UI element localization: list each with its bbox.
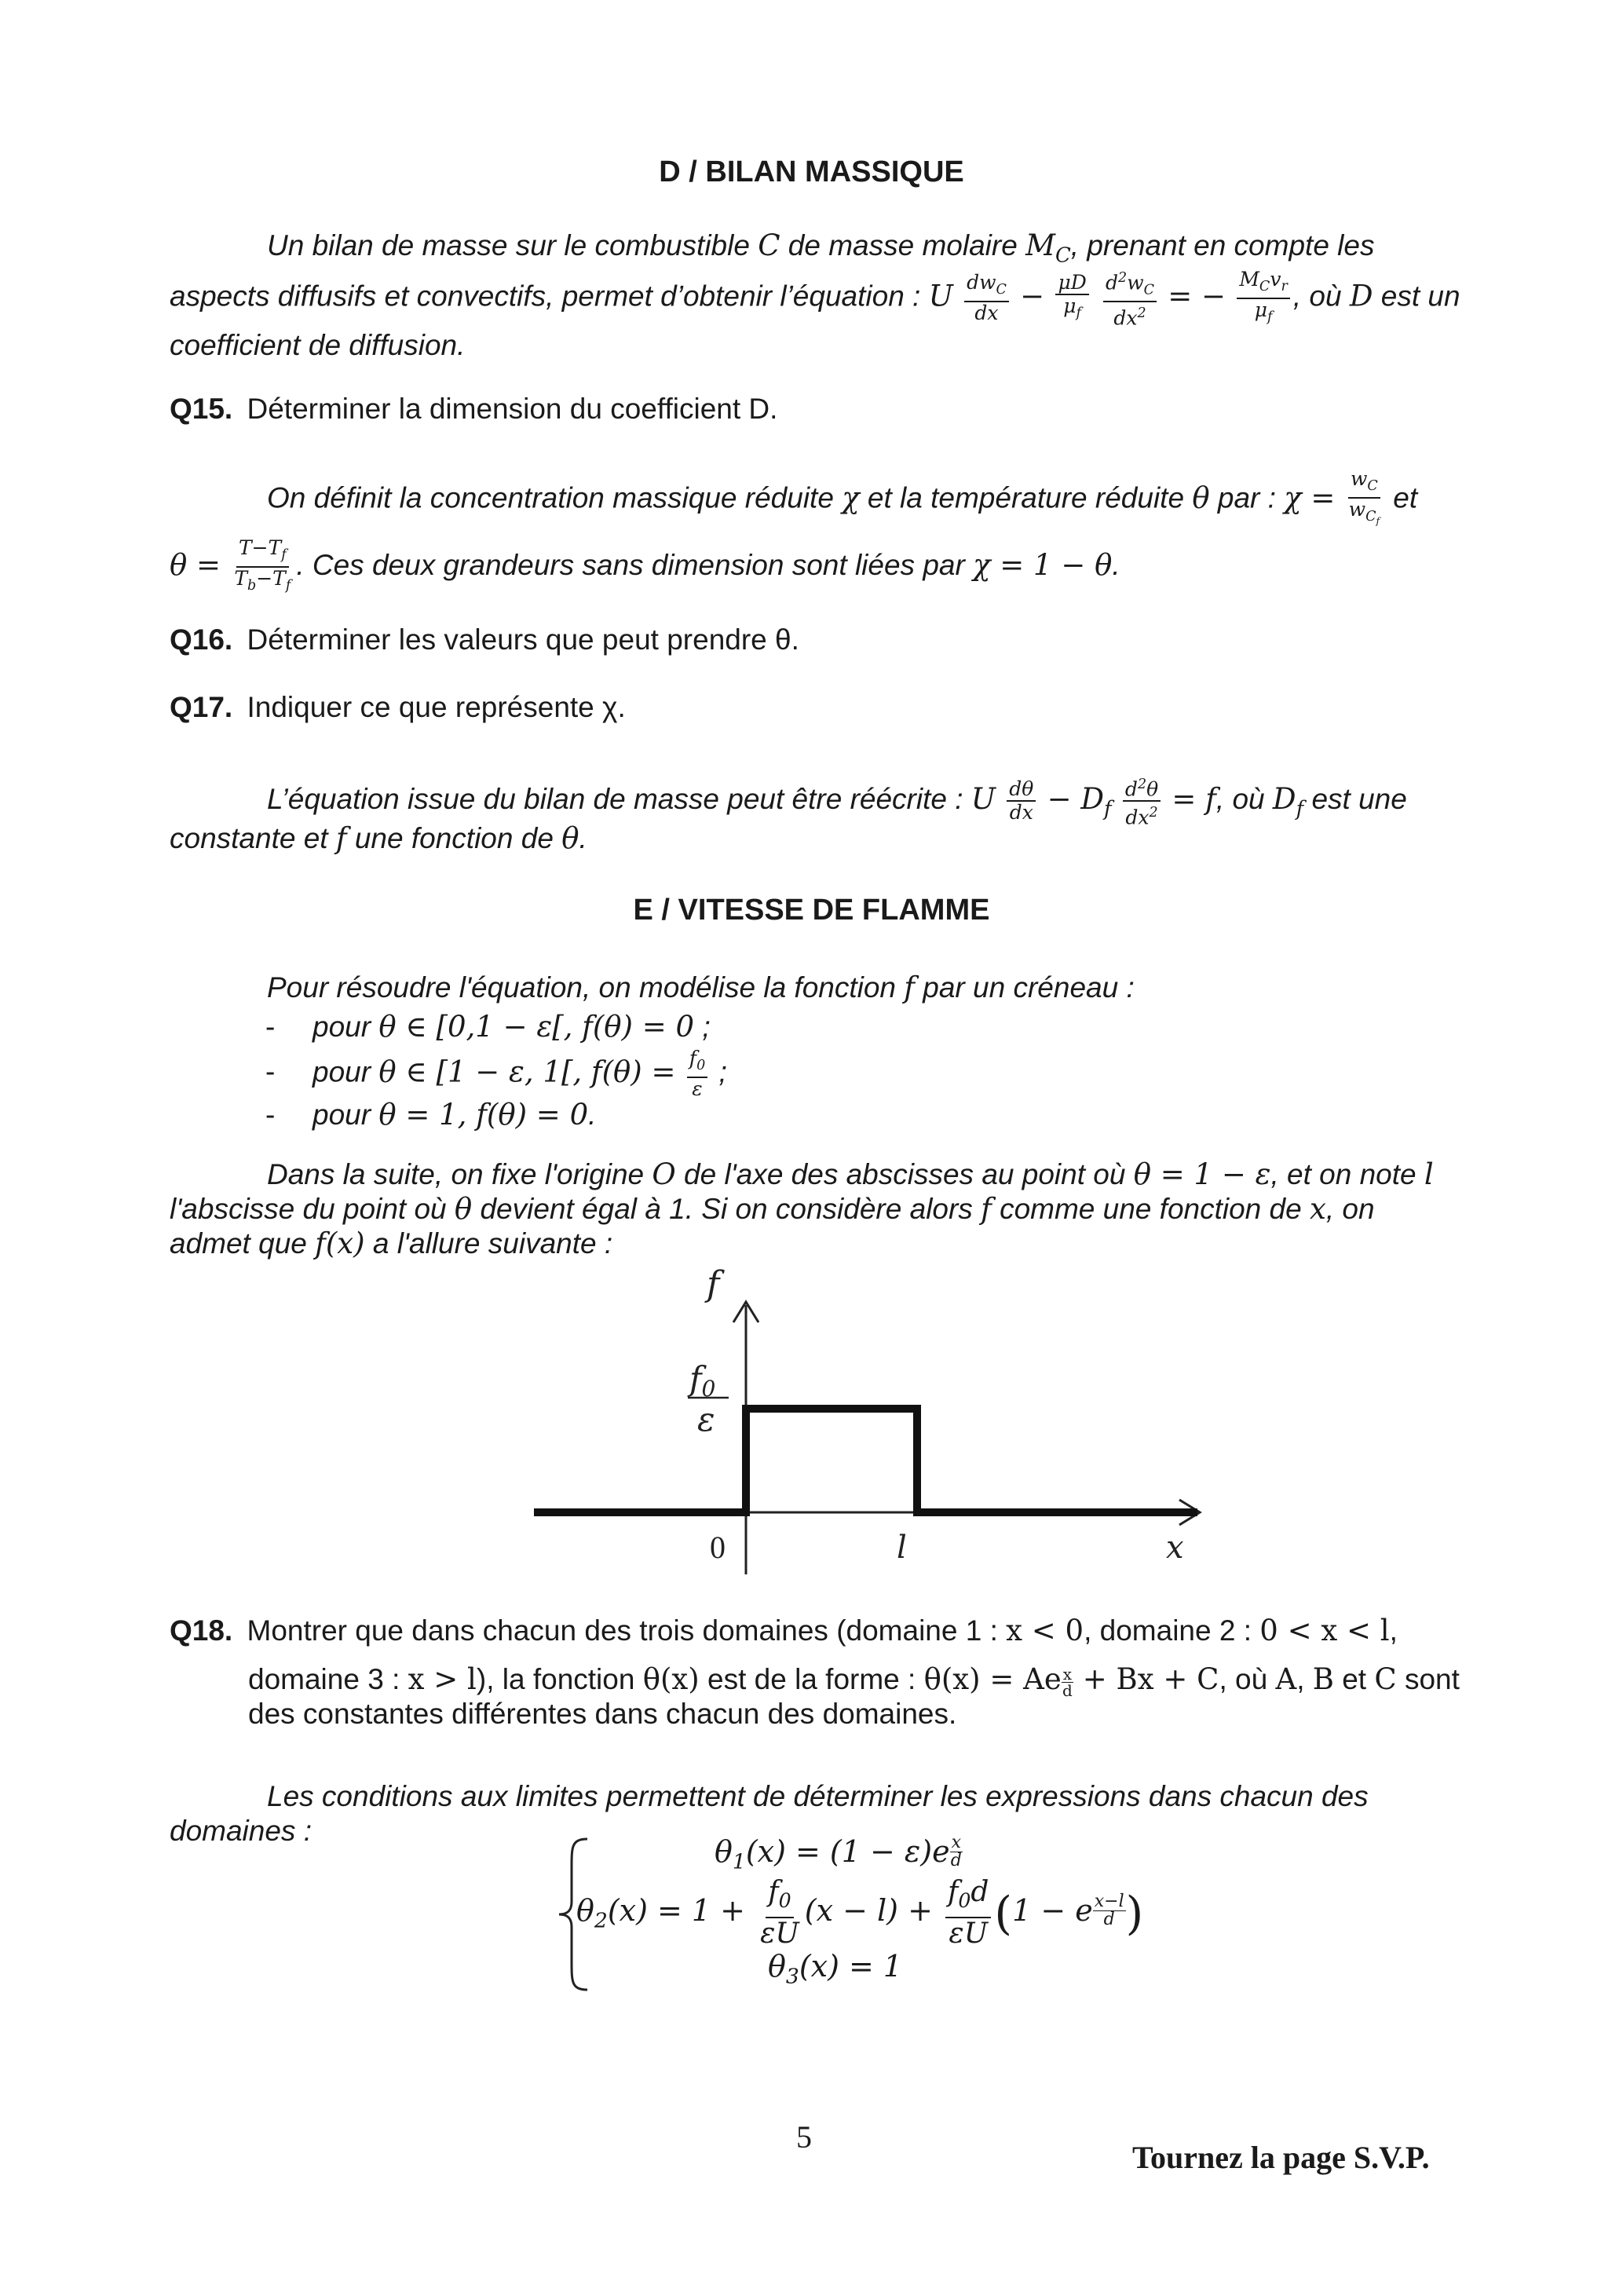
reduced-definition-line1: On définit la concentration massique réduite χ et la température réduite θ par : χ = $\frac{w_C}{w_{C_f}}$ et — [267, 468, 1417, 532]
pulse-chart — [518, 1256, 1209, 1586]
fraction-wc-wcf: $\frac{w_C}{w_{C_f}}$ — [1348, 467, 1380, 527]
fraction-mud-muf: $\frac{\mu D}{\mu_f}$ — [1055, 272, 1088, 324]
origin-line2: l'abscisse du point où θ devient égal à 1. Si on considère alors f comme une fonction de x, on — [170, 1192, 1375, 1226]
question-15: Q15. Déterminer la dimension du coefficient D. — [170, 393, 778, 425]
y-axis-label: f — [707, 1264, 720, 1304]
model-intro: Pour résoudre l'équation, on modélise la fonction f par un créneau : — [267, 971, 1135, 1004]
x-axis-label: x — [1166, 1530, 1184, 1566]
question-17: Q17. Indiquer ce que représente χ. — [170, 691, 626, 723]
model-bullet-3: - pour θ = 1, f(θ) = 0. — [265, 1098, 597, 1132]
system-eq-theta1: $\theta_1(x) = (1 - \varepsilon)e$ $\frac{x}{d}$ — [715, 1833, 962, 1874]
intro-d-line1: Un bilan de masse sur le combustible C de masse molaire $M_C$, prenant en compte les — [267, 229, 1375, 268]
fraction-temperature: $\frac{T-T_f}{T_b-T_f}$ — [234, 536, 291, 594]
origin-line1: Dans la suite, on fixe l'origine O de l'axe des abscisses au point où θ = 1 − ε, et on note l — [267, 1157, 1434, 1191]
question-18-line2: domaine 3 : x > l), la fonction θ(x) est de la forme : θ(x) = Ae $\frac{x}{d}$ + Bx + C, où A, B et C sont — [248, 1662, 1460, 1700]
rewritten-equation-line2: constante et f une fonction de θ. — [170, 821, 587, 855]
question-16: Q16. Déterminer les valeurs que peut prendre θ. — [170, 623, 799, 656]
fraction-f0-epsilon-u: $\frac{f_0}{\varepsilon U}$ — [760, 1876, 799, 1951]
fraction-d2wc-dx2: $\frac{d^2w_C}{dx^2}$ — [1103, 267, 1157, 330]
model-bullet-2: - pour θ ∈ [1 − ε, 1[, f(θ) = $\frac{f_0}{\varepsilon}$ ; — [265, 1047, 727, 1100]
rewritten-equation-line1: L’équation issue du bilan de masse peut être réécrite : U $\frac{d\theta}{dx}$ − $D_f$ $\frac{d^2\theta}{dx^2}$ = f, où $D_f$ est une — [267, 773, 1407, 832]
fraction-f0d-epsilon-u: $\frac{f_0d}{\varepsilon U}$ — [945, 1877, 991, 1950]
x-tick-l: l — [897, 1530, 907, 1566]
fraction-dtheta-dx: $\frac{d\theta}{dx}$ — [1007, 778, 1036, 824]
fraction-d2theta-dx2: $\frac{d^2\theta}{dx^2}$ — [1123, 773, 1161, 829]
model-bullet-1: - pour θ ∈ [0,1 − ε[, f(θ) = 0 ; — [265, 1010, 711, 1044]
section-d-title: D / BILAN MASSIQUE — [659, 155, 964, 188]
intro-d-line2: aspects diffusifs et convectifs, permet d’obtenir l’équation : U $\frac{dw_C}{dx}$ − $\frac{\mu D}{\mu_f}$ $\frac{d^2w_C}{dx^2}$ = − $\frac{M_Cv_r}{\mu_f}$ , où D est un — [170, 267, 1460, 330]
page-number: 5 — [796, 2119, 812, 2155]
turn-page-note: Tournez la page S.V.P. — [1132, 2140, 1430, 2175]
fraction-dwc-dx: $\frac{dw_C}{dx}$ — [964, 272, 1009, 324]
system-eq-theta2: $\theta_2(x) = 1$ + $\frac{f_0}{\varepsilon U}$ (x − l) + $\frac{f_0d}{\varepsilon U}$ (1 − e $\frac{x-l}{d}$ ) — [576, 1876, 1144, 1951]
limits-line2: domaines : — [170, 1815, 312, 1847]
pulse-series-line — [534, 1409, 1197, 1512]
fraction-f0-epsilon: $\frac{f_0}{\varepsilon}$ — [687, 1047, 707, 1100]
y-tick-denominator: ε — [697, 1400, 715, 1439]
x-tick-zero: 0 — [710, 1530, 726, 1565]
system-eq-theta3: $\theta_3(x) = 1$ — [768, 1949, 903, 1989]
reduced-definition-line2: θ = $\frac{T-T_f}{T_b-T_f}$ . Ces deux grandeurs sans dimension sont liées par χ = 1 − θ. — [170, 537, 1120, 597]
origin-line3: admet que f(x) a l'allure suivante : — [170, 1227, 613, 1260]
section-e-title: E / VITESSE DE FLAMME — [633, 894, 990, 927]
y-tick-numerator: f0 — [689, 1359, 716, 1402]
fraction-mcvr-muf: $\frac{M_Cv_r}{\mu_f}$ — [1237, 269, 1290, 328]
question-18-line3: des constantes différentes dans chacun des domaines. — [248, 1698, 957, 1730]
limits-line1: Les conditions aux limites permettent de déterminer les expressions dans chacun des — [267, 1780, 1369, 1812]
intro-d-line3: coefficient de diffusion. — [170, 329, 466, 361]
question-18-line1: Q18. Montrer que dans chacun des trois domaines (domaine 1 : x < 0, domaine 2 : 0 < x < l, — [170, 1614, 1398, 1647]
